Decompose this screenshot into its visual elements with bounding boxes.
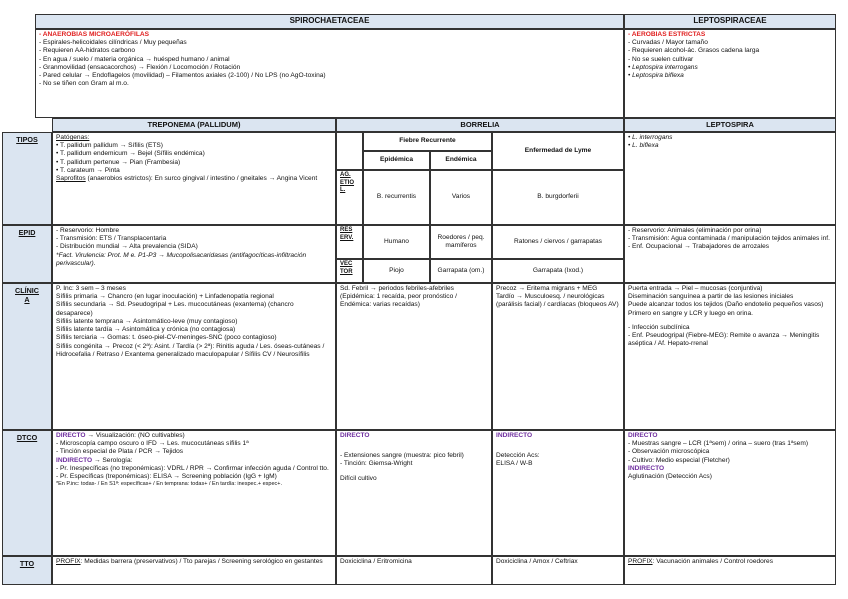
borrelia-ag-epidemica: B. recurrentis: [363, 170, 430, 225]
tto-leptospira-rest: : Vacunación animales / Control roedores: [652, 558, 774, 565]
dtco-leptospira-indirecto-label: INDIRECTO: [628, 464, 665, 472]
clinica-treponema-item: Sífilis secundaria → Sd. Pseudogripal + Les. mucocutáneas (exantema) (chancro desaparece): [56, 301, 294, 317]
borrelia-vec-lyme: Garrapata (Ixod.): [492, 259, 624, 283]
borrelia-vec-epidemica: Piojo: [363, 259, 430, 283]
borrelia-res-lyme: Ratones / ciervos / garrapatas: [492, 225, 624, 259]
dtco-borrelia-fr-item: - Extensiones sangre (muestra: pico febril): [340, 452, 464, 460]
lepto-general-line: - Curvadas / Mayor tamaño: [628, 39, 708, 47]
tipos-treponema-item: • T. pallidum pertenue → Pian (Frambesia): [56, 158, 181, 166]
dtco-lyme-indirecto-label: INDIRECTO: [496, 432, 533, 439]
epid-leptospira-item: - Enf. Ocupacional → Trabajadores de arrozales: [628, 243, 770, 251]
genus-leptospira: LEPTOSPIRA: [624, 118, 836, 132]
dtco-leptospira-directo-label: DIRECTO: [628, 432, 658, 439]
tto-treponema-rest: : Medidas barrera (preservativos) / Tto parejas / Screening serológico en gestantes: [80, 558, 323, 565]
tto-treponema-cell: [52, 556, 336, 585]
dtco-borrelia-fr-item: Difícil cultivo: [340, 474, 377, 482]
row-label-clinica-line: CLÍNIC: [15, 286, 39, 295]
dtco-borrelia-spacer: [340, 440, 488, 452]
borrelia-epidemica: Epidémica: [363, 151, 430, 170]
dtco-leptospira-item: - Cultivo: Medio especial (Fletcher): [628, 456, 730, 464]
row-label-clinica-line: A: [24, 295, 30, 304]
clinica-leptospira-cell: [624, 283, 836, 430]
dtco-borrelia-fr-cell: [336, 430, 492, 556]
dtco-treponema-directo: [56, 432, 332, 440]
clinica-treponema-item: Sífilis primaria → Chancro (en lugar inoculación) + Linfadenopatía regional: [56, 293, 274, 301]
borrelia-fiebre-recurrente: Fiebre Recurrente: [363, 132, 492, 151]
borrelia-reservorio-label: RES ERV.: [336, 225, 363, 259]
dtco-borrelia-lyme-cell: [492, 430, 624, 556]
spiro-general-line: - En agua / suelo / materia orgánica → huésped humano / animal: [39, 55, 230, 63]
dtco-indirecto-text: → Serología:: [92, 456, 133, 464]
dtco-leptospira-item: - Muestras sangre – LCR (1ªsem) / orina – suero (tras 1ªsem): [628, 440, 809, 448]
tipos-pathogens-heading: Patógenas:: [56, 134, 90, 141]
tipos-treponema-item: • T. pallidum pallidum → Sífilis (ETS): [56, 142, 163, 150]
clinica-treponema-item: Sífilis latente tardía → Asintomática y crónica (no contagiosa): [56, 326, 236, 334]
clinica-treponema-item: P. Inc: 3 sem – 3 meses: [56, 285, 126, 292]
lepto-general-line: • Leptospira interrogans: [628, 63, 698, 71]
dtco-treponema-item: - Microscopía campo oscuro o IFD → Les. mucocutáneas sífilis 1ª: [56, 440, 249, 448]
dtco-borrelia-fr-item: - Tinción: Giemsa-Wright: [340, 460, 413, 468]
borrelia-endemica: Endémica: [430, 151, 492, 170]
spiro-general-line: - Espirales-helicoidales cilíndricas / Muy pequeñas: [39, 39, 187, 47]
borrelia-enfermedad-lyme: Enfermedad de Lyme: [492, 132, 624, 170]
header-leptospiraceae: LEPTOSPIRACEAE: [624, 14, 836, 29]
genus-borrelia: BORRELIA: [336, 118, 624, 132]
borrelia-vector-label: VEC TOR: [336, 259, 363, 283]
epid-treponema-virulence: *Fact. Virulencia: Prot. M e. P1-P3 → Mucopolisacaridasas (antifagocíticas-infiltración perivascular).: [56, 251, 307, 267]
row-label-tipos: TIPOS: [2, 132, 52, 225]
row-label-epid: EPID: [2, 225, 52, 283]
spiro-general-line: - Granmovilidad (ensacacorchos) → Flexión / Locomoción / Rotación: [39, 63, 241, 71]
epid-leptospira-item: - Transmisión: Agua contaminada / manipulación tejidos animales inf.: [628, 235, 830, 243]
lepto-general-line: - AEROBIAS ESTRICTAS: [628, 31, 706, 38]
lepto-general-cell: [624, 29, 836, 118]
lepto-general-line: - Requieren alcohol-ác. Grasos cadena larga: [628, 47, 760, 55]
clinica-leptospira-item: - Infección subclínica: [628, 323, 690, 331]
lepto-general-line: - No se suelen cultivar: [628, 55, 694, 63]
clinica-leptospira-item: Puede alcanzar todos los tejidos (Daño endotelio pequeños vasos): [628, 301, 824, 309]
header-spirochaetaceae: SPIROCHAETACEAE: [35, 14, 624, 29]
epid-leptospira-item: - Reservorio: Animales (eliminación por orina): [628, 227, 762, 234]
dtco-directo-text: → Visualización: (NO cultivables): [85, 432, 185, 439]
row-label-clinica: [2, 283, 52, 430]
clinica-treponema-item: Sífilis terciaria → Gomas: t. óseo-piel-CV-meninges-SNC (poco contagioso): [56, 334, 277, 342]
clinica-treponema-item: Sífilis congénita → Precoz (< 2ª): Asint. / Tardía (> 2ª): Rinitis aguda / Les. óseas-cutáneas / Hidrocefalia / Retraso / Exantema generalizado maculopapular / Sífilis CV / Neurosífilis: [56, 342, 325, 358]
borrelia-ag-lyme: B. burgdorferii: [492, 170, 624, 225]
epid-leptospira-cell: [624, 225, 836, 283]
clinica-lyme-item: Precoz → Eritema migrans + MEG: [496, 285, 598, 292]
tipos-leptospira-item: • L. interrogans: [628, 134, 673, 141]
dtco-indirecto-label: INDIRECTO: [56, 456, 93, 464]
dtco-leptospira-item: - Observación microscópica: [628, 448, 710, 456]
tipos-treponema-cell: [52, 132, 336, 225]
tipos-treponema-item: • T. pallidum endemicum → Bejel (Sífilis endémica): [56, 150, 205, 158]
dtco-treponema-indirecto: [56, 457, 332, 465]
epid-treponema-item: - Transmisión: ETS / Transplacentaria: [56, 235, 167, 243]
tipos-treponema-item: • T. carateum → Pinta: [56, 166, 120, 174]
dtco-treponema-cell: [52, 430, 336, 556]
borrelia-res-endemica: Roedores / peq. mamíferos: [430, 225, 492, 259]
genus-treponema: TREPONEMA (PALLIDUM): [52, 118, 336, 132]
epid-treponema-item: - Reservorio: Hombre: [56, 227, 120, 234]
tipos-leptospira-cell: [624, 132, 836, 225]
clinica-leptospira-item: Primero en sangre y LCR y luego en orina.: [628, 309, 753, 317]
clinica-leptospira-item: - Enf. Pseudogripal (Fiebre-MEG): Remite o avanza → Meningitis aséptica / Af. Hepato-rrenal: [628, 332, 820, 348]
dtco-treponema-item: - Pr. Específicas (treponémicas): ELISA → Screening población (IgG + IgM): [56, 473, 277, 481]
spiro-general-cell: [35, 29, 624, 118]
spiro-general-line: - Pared celular → Endoflagelos (movilidad) – Filamentos axiales (2-100) / No LPS (no AgO-toxina): [39, 72, 326, 80]
clinica-leptospira-item: Puerta entrada → Piel – mucosas (conjuntiva): [628, 285, 763, 292]
borrelia-res-epidemica: Humano: [363, 225, 430, 259]
dtco-treponema-item: - Tinción especial de Plata / PCR → Tejidos: [56, 448, 184, 456]
borrelia-blank-corner: [336, 132, 363, 170]
tto-leptospira-cell: [624, 556, 836, 585]
clinica-treponema-cell: [52, 283, 336, 430]
tipos-saprophytes: [56, 175, 332, 183]
dtco-leptospira-cell: [624, 430, 836, 556]
tto-borrelia-lyme-cell: Doxiciclina / Amox / Ceftriax: [492, 556, 624, 585]
dtco-lyme-spacer: [496, 440, 620, 452]
tto-leptospira-text: [628, 558, 832, 566]
clinica-leptospira-item: Diseminación sanguínea a partir de las lesiones iniciales: [628, 293, 794, 301]
lepto-general-line: • Leptospira biflexa: [628, 72, 684, 80]
spiro-general-line: - No se tiñen con Gram al m.o.: [39, 80, 129, 88]
clinica-lyme-item: Tardío → Musculoesq. / neurológicas (parálisis facial) / cardíacas (bloqueos AV): [496, 293, 619, 309]
clinica-borrelia-lyme-cell: [492, 283, 624, 430]
clinica-treponema-item: Sífilis latente temprana → Asintomático-leve (muy contagioso): [56, 317, 238, 325]
dtco-borrelia-directo-label: DIRECTO: [340, 432, 370, 439]
tipos-leptospira-item: • L. biflexa: [628, 142, 659, 150]
spiro-general-line: - Requieren AA-hidratos carbono: [39, 47, 136, 55]
clinica-borrelia-fr-cell: [336, 283, 492, 430]
tto-profix-label: PROFIX: [56, 558, 81, 565]
row-label-dtco: DTCO: [2, 430, 52, 556]
row-label-tto: TTO: [2, 556, 52, 585]
dtco-treponema-item: - Pr. Inespecíficas (no treponémicas): VDRL / RPR → Confirmar infección aguda / Control tto.: [56, 464, 329, 472]
tipos-saprophytes-label: Saprofitos: [56, 175, 86, 183]
dtco-directo-label: DIRECTO: [56, 432, 86, 439]
tto-borrelia-fr-cell: Doxiciclina / Eritromicina: [336, 556, 492, 585]
tto-leptospira-profix-label: PROFIX: [628, 558, 653, 565]
dtco-lyme-item: ELISA / W-B: [496, 460, 533, 468]
dtco-treponema-note: *En P.inc: todas- / En S1ª: específicas+ / En temprana: todas+ / En tardía: inespec.+ espec+.: [56, 481, 283, 488]
borrelia-ag-endemica: Varios: [430, 170, 492, 225]
tto-treponema-text: [56, 558, 332, 566]
spiro-general-line: - ANAEROBIAS MICROAERÓFILAS: [39, 31, 150, 38]
dtco-lyme-item: Detección Acs:: [496, 452, 540, 460]
borrelia-vec-endemica: Garrapata (om.): [430, 259, 492, 283]
epid-treponema-cell: [52, 225, 336, 283]
clinica-borrelia-fr-text: Sd. Febril → periodos febriles-afebriles (Epidémica: 1 recaída, peor pronóstico / Endémica: varias recaídas): [340, 285, 457, 309]
dtco-leptospira-item: Aglutinación (Detección Acs): [628, 473, 712, 481]
borrelia-ag-etiol-label: AG. ETIO L.: [336, 170, 363, 225]
tipos-saprophytes-text: (anaerobios estrictos): En surco gingival / intestino / gneitales → Angina Vicent: [85, 175, 318, 183]
epid-treponema-item: - Distribución mundial → Alta prevalencia (SIDA): [56, 243, 198, 251]
